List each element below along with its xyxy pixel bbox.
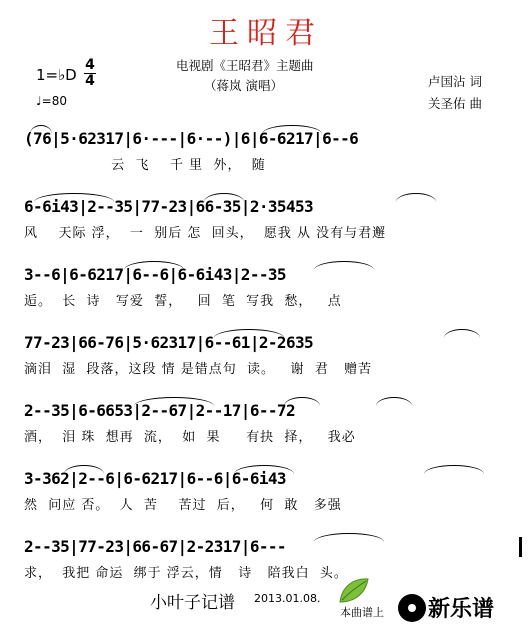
notation-line: 2--35|77-23|66-67|2-2317|6--- (24, 537, 286, 556)
lyric-line: 逅。 长 诗 写爱 誓， 回 笔 写我 愁， 点 (24, 294, 342, 309)
record-disc-center (408, 604, 416, 612)
upload-caption: 本曲谱上 (340, 606, 384, 619)
notation-line: 3-362|2--6|6-6217|6--6|6-6i43 (24, 469, 286, 488)
lyric-line: 然 问应 否。 人 苦 苦过 后， 何 敢 多强 (24, 498, 342, 513)
lyric-line: 酒， 泪 珠 想再 流， 如 果 有抉 择， 我必 (24, 430, 356, 445)
lyric-line: 滴泪 湿 段落，这段 情 是错点句 读。 谢 君 赠苦 (24, 362, 373, 377)
notation-line: 3--6|6-6217|6--6|6-6i43|2--35 (24, 265, 286, 284)
lyric-line: 云 飞 千 里 外， 随 (24, 158, 266, 173)
notation-line: 6-6i43|2--35|77-23|66-35|2·35453 (24, 197, 314, 216)
notation-line: 77-23|66-76|5·62317|6--61|2-2635 (24, 333, 314, 352)
notation-line: (76|5·62317|6·---|6·--)|6|6-6217|6--6 (24, 129, 359, 148)
composer-credit: 关圣佑 曲 (428, 96, 482, 111)
transcriber-signature: 小叶子记谱 (150, 593, 235, 613)
leaf-icon (336, 576, 370, 606)
site-logo[interactable]: 新乐谱 (428, 597, 495, 622)
lyric-line: 求， 我把 命运 绑于 浮云，情 诗 陪我白 头。 (24, 566, 348, 581)
lyricist-credit: 卢国沾 词 (428, 74, 482, 89)
notation-line: 2--35|6-6653|2--67|2--17|6--72 (24, 401, 295, 420)
singer-credit: （蒋岚 演唱） (204, 78, 283, 93)
key-signature: 1=♭D (36, 66, 77, 84)
time-signature-denominator: 4 (85, 73, 95, 89)
subtitle: 电视剧《王昭君》主题曲 (176, 58, 314, 73)
time-signature-numerator: 4 (85, 57, 95, 73)
lyric-line: 风 天际 浮， 一 别后 怎 回头， 愿我 从 没有与君邂 (24, 226, 387, 241)
time-signature (84, 58, 96, 89)
tempo-marking: ♩=80 (36, 94, 67, 108)
song-title: 王昭君 (209, 16, 323, 51)
final-barline (519, 537, 522, 557)
transcription-date: 2013.01.08. (254, 592, 321, 605)
